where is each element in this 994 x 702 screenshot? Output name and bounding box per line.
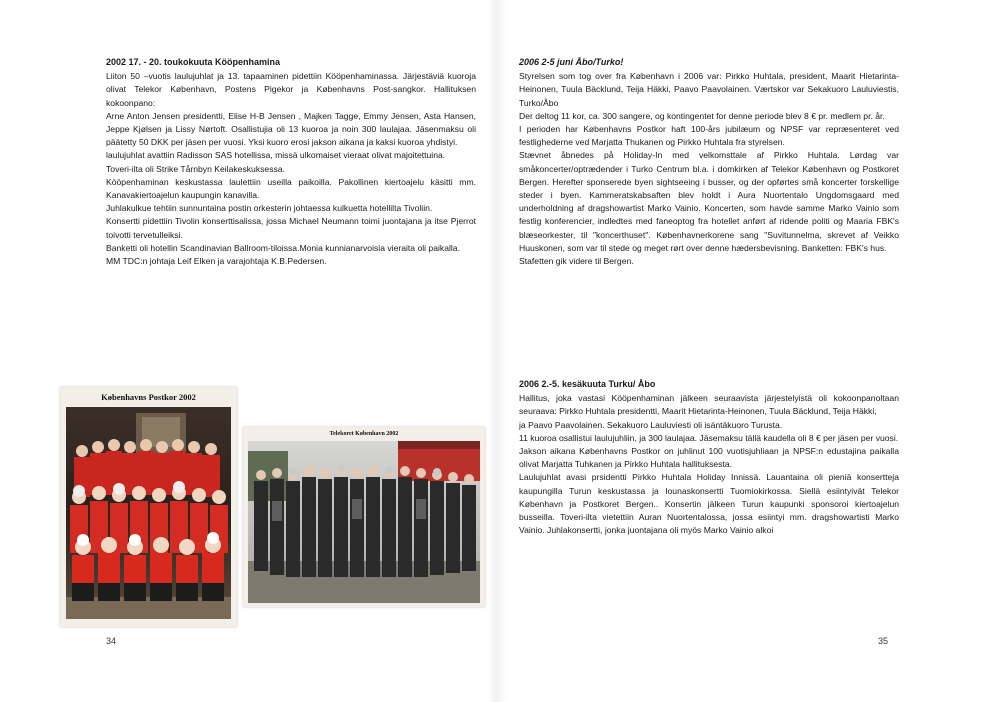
right-article-danish	[519, 56, 899, 268]
right-heading-1: 2006 2-5 juni Åbo/Turko!	[519, 57, 624, 67]
right-page	[497, 0, 994, 702]
photo-caption-telekoret: Telekoret København 2002	[329, 431, 399, 437]
left-paragraph: Juhlakulkue tehtiin sunnuntaina postin orkesterin johtaessa kulkuetta hotellilta Tivoliin.	[106, 203, 433, 214]
right-paragraph: Stævnet åbnedes på Holiday-In med velkomsttale af Pirkko Huhtala. Lørdag var småkoncerter/optrædender i Turko Centrum bl.a. i domkirken af Telekor København og Postkoret Bergen. Herefter sponserede byen sightseeing i busser, og der opførtes små koncerter forskellige steder i byen. Kammeratskabsaften blev holdt i Aura Nuortentalo Ungdomsgaard med underholdning af dragshowartist Marko Vainio. Koncerten, som havde samme Marko Vainio som festlig konferencier, indledtes med faneoptog fra hotellet anført af ridende politi og Maaria FBK's blæseorkester, til "koncerthuset". Københavnerkorene sang "Suvitunnelma, skrevet af Veikko Huuskonen, som var til stede og meget rørt over denne hædersbevisning. Banketten: FBK's hus.	[519, 150, 899, 253]
choir-photo-postkor	[60, 387, 237, 627]
right-paragraph: I perioden har Københavns Postkor haft 100-års jubilæum og NPSF var repræsenteret ved festlighederne ved Marjatta Thukanen og Pirkko Huhtala fra styrelsen.	[519, 124, 899, 148]
left-paragraph: Liiton 50 –vuotis laulujuhlat ja 13. tapaaminen pidettiin Kööpenhaminassa. Järjestäviä kuoroja olivat Telekor København, Postens Pigekor ja Københavns Post-sangkor. Hallituksen kokoonpano:	[106, 71, 476, 108]
right-paragraph: Stafetten gik videre til Bergen.	[519, 256, 634, 267]
right-heading-2: 2006 2.-5. kesäkuuta Turku/ Åbo	[519, 379, 656, 389]
right-paragraph: 11 kuoroa osallistui laulujuhliin, ja 300 laulajaa. Jäsemaksu tällä kaudella oli 8 € per jäsen per vuosi.	[519, 432, 899, 443]
page-number-left: 34	[106, 636, 117, 646]
right-paragraph: Jakson aikana Københavns Postkor on juhlinut 100 vuotisjuhliaan ja NPSF:n edustajina paikalla olivat Marjatta Tuhkanen ja Pirkko Huhtala hallituksesta.	[519, 446, 899, 470]
left-paragraph: Banketti oli hotellin Scandinavian Ballroom-tiloissa.Monia kunnianarvoisia vieraita oli paikalla.	[106, 242, 460, 253]
right-paragraph: Der deltog 11 kor, ca. 300 sangere, og kontingentet for denne periode blev 8 € pr. medlem pr. år.	[519, 110, 885, 121]
left-paragraph: Toveri-ilta oli Strike Tårnbyn Keilakeskuksessa.	[106, 163, 285, 174]
page-number-right: 35	[878, 636, 889, 646]
postkor-group-image	[66, 407, 231, 619]
left-paragraph: Kööpenhaminan keskustassa laulettiin useilla paikoilla. Pakollinen kiertoajelu käsitti mm. Kanavakiertoajelun kaupungin kanavilla.	[106, 176, 476, 201]
left-paragraph: MM TDC:n johtaja Leif Elken ja varajohtaja K.B.Pedersen.	[106, 256, 327, 267]
right-paragraph: ja Paavo Paavolainen. Sekakuoro Lauluviesti oli isäntäkuoro Turusta.	[519, 419, 783, 430]
left-heading: 2002 17. - 20. toukokuuta Kööpenhamina	[106, 57, 281, 67]
photo-caption-postkor: Københavns Postkor 2002	[101, 392, 196, 402]
left-paragraph: Arne Anton Jensen presidentti, Elise H-B Jensen , Majken Tagge, Emmy Jensen, Asta Hansen, Jeppe Kjølsen ja Lissy Nørtoft. Osallistujia oli 13 kuoroa ja noin 300 laulajaa. Jäsenmaksu oli päätetty 50 DKK per jäsen per vuosi. Yksi kuoro erosi jakson aikana ja kaksi kuoroa yhdistyi.	[106, 110, 476, 148]
telekoret-group-image	[248, 441, 480, 603]
left-article	[106, 56, 476, 268]
right-paragraph: Hallitus, joka vastasi Kööpenhaminan jälkeen seuraavista järjestelyistä oli kokoonpanoltaan seuraava: Pirkko Huhtala presidentti, Maarit Hietarinta-Heinonen, Tuula Bäcklund, Teija Häkki,	[519, 393, 899, 417]
left-paragraph: Konsertti pidettiin Tivolin konserttisalissa, jossa Michael Neumann toimi juontajana ja itse Pjerrot toivotti tervetulleiksi.	[106, 216, 476, 240]
right-paragraph: Styrelsen som tog over fra København i 2006 var: Pirkko Huhtala, president, Maarit Hietarinta-Heinonen, Tuula Bäcklund, Teija Häkki, Paavo Paavolainen. Værtskor var Sekakuoro Lauluviestis, Turko/Åbo	[519, 71, 899, 108]
left-paragraph: laulujuhlat avattiin Radisson SAS hotellissa, missä ulkomaiset vieraat olivat majoitettuina.	[106, 150, 446, 161]
right-article-finnish	[519, 378, 899, 537]
choir-photo-telekoret	[243, 427, 485, 607]
right-paragraph: Laulujuhlat avasi prsidentti Pirkko Huhtala Holiday Innissä. Lauantaina oli pieniä konsertteja kaupungilla Turun keskustassa ja lounaskonsertti Tuomiokirkossa. Siellä esiintyivät Telekor København ja Postkoret Bergen.. Konsertin jälkeen Turun kaupunki sponsoroi kiertoajelun busseilla. Toveri-ilta vietettiin Auran Nuortentalossa, jossa esiintyi mm. dragshowartisti Marko Vainio. Juhlakonsertti, jonka juontajana oli myös Marko Vainio alkoi	[519, 472, 899, 536]
